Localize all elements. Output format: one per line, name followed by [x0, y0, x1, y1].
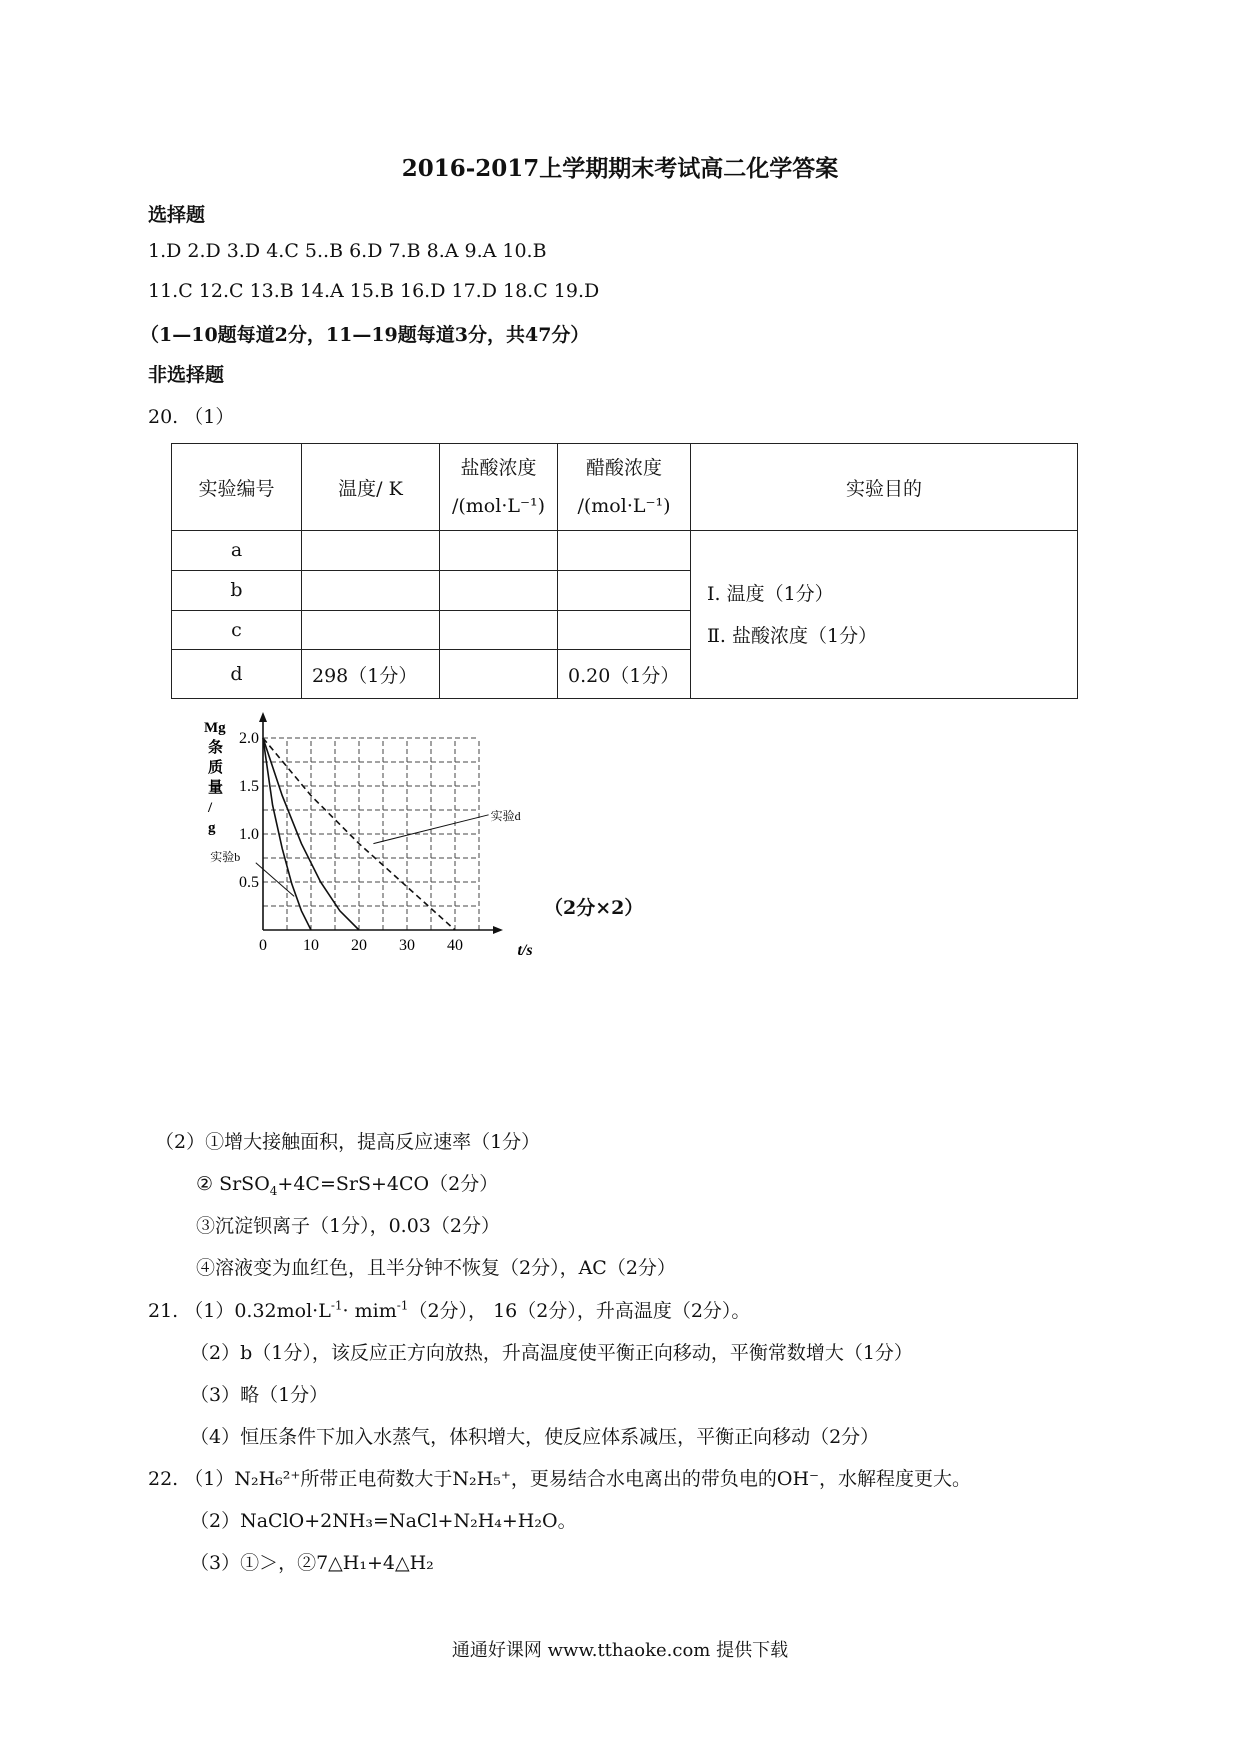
y-tick-label: 0.5 [239, 874, 259, 891]
mg-mass-chart [200, 712, 540, 962]
q20-2-line-2c: +4C=SrS+4CO（2分） [277, 1173, 499, 1195]
y-tick-label: 1.5 [239, 778, 259, 795]
y-axis-label: Mg 条质量/ g [204, 720, 226, 836]
x-tick-label: 20 [351, 937, 367, 954]
purpose-line-2: Ⅱ. 盐酸浓度（1分） [707, 624, 878, 647]
chart-score: （2分×2） [544, 897, 644, 919]
table-cell-hcl [440, 570, 558, 610]
table-cell-temp [302, 570, 440, 610]
table-cell-temp: 298（1分） [302, 650, 440, 699]
y-tick-label: 2.0 [239, 730, 259, 747]
table-cell-temp [302, 531, 440, 571]
header-hac-concentration [558, 444, 691, 531]
table-cell-hac: 0.20（1分） [558, 650, 691, 699]
choice-score-note: （1—10题每道2分，11—19题每道3分，共47分） [140, 324, 590, 346]
table-cell-temp [302, 610, 440, 650]
page-title: 2016-2017上学期期末考试高二化学答案 [401, 155, 839, 182]
experiment-table [171, 443, 1077, 699]
q21-line-4: （4）恒压条件下加入水蒸气，体积增大，使反应体系减压，平衡正向移动（2分） [190, 1426, 880, 1448]
table-cell-hcl [440, 610, 558, 650]
table-cell-hcl [440, 650, 558, 699]
table-cell-purpose [691, 531, 1078, 699]
choice-answers-row-2: 11.C 12.C 13.B 14.A 15.B 16.D 17.D 18.C 19.D [148, 280, 600, 302]
leader-line-b [256, 863, 294, 897]
q21-line-1-sup1: -1 [330, 1298, 343, 1313]
q20-label: 20. （1） [148, 406, 235, 428]
q22-line-2: （2）NaClO+2NH₃=NaCl+N₂H₄+H₂O。 [190, 1510, 577, 1532]
q20-2-line-2b: 4 [269, 1183, 278, 1198]
table-row-id: d [172, 650, 302, 699]
q20-2-line-2 [196, 1169, 498, 1196]
q21-line-1-sup2: -1 [396, 1298, 409, 1313]
q21-line-1a: 21. （1）0.32mol·L [148, 1300, 331, 1322]
header-hcl-concentration [440, 444, 558, 531]
x-tick-label: 40 [447, 937, 463, 954]
table-row-id: b [172, 570, 302, 610]
q20-2-line-3: ③沉淀钡离子（1分），0.03（2分） [196, 1215, 500, 1237]
x-tick-label: 30 [399, 937, 415, 954]
y-axis-arrow [259, 712, 267, 722]
x-tick-label: 0 [259, 937, 267, 954]
x-tick-label: 10 [303, 937, 319, 954]
q22-line-1: 22. （1）N₂H₆²⁺所带正电荷数大于N₂H₅⁺，更易结合水电离出的带负电的OH⁻，水解程度更大。 [148, 1468, 972, 1490]
q21-line-2: （2）b（1分），该反应正方向放热，升高温度使平衡正向移动，平衡常数增大（1分） [190, 1342, 913, 1364]
x-axis-label: t/s [517, 942, 533, 959]
header-hcl-line2: /(mol·L⁻¹) [451, 495, 546, 517]
header-experiment-no: 实验编号 [172, 444, 302, 531]
header-hac-line1: 醋酸浓度 [585, 457, 662, 479]
nonchoice-heading: 非选择题 [148, 364, 225, 386]
q21-line-1b: · mim [342, 1300, 397, 1322]
table-cell-hac [558, 570, 691, 610]
q20-2-line-2a: ② SrSO [196, 1173, 270, 1195]
q22-line-3: （3）①＞，②7△H₁+4△H₂ [190, 1552, 434, 1574]
q20-2-line-1: （2）①增大接触面积，提高反应速率（1分） [155, 1131, 541, 1153]
series-label-d: 实验d [490, 808, 521, 823]
table-cell-hac [558, 531, 691, 571]
y-tick-label: 1.0 [239, 826, 259, 843]
table-row-id: a [172, 531, 302, 571]
purpose-line-1: Ⅰ. 温度（1分） [707, 582, 834, 605]
header-purpose: 实验目的 [691, 444, 1078, 531]
choice-heading: 选择题 [148, 204, 206, 226]
header-temperature: 温度/ K [302, 444, 440, 531]
header-hac-line2: /(mol·L⁻¹) [577, 495, 671, 517]
series-label-b: 实验b [210, 849, 241, 864]
table-cell-hcl [440, 531, 558, 571]
header-hcl-line1: 盐酸浓度 [460, 457, 537, 479]
q21-line-1c: （2分）， 16（2分），升高温度（2分）。 [408, 1300, 751, 1322]
table-cell-hac [558, 610, 691, 650]
x-axis-arrow [493, 926, 503, 934]
table-row-id: c [172, 610, 302, 650]
q21-line-3: （3）略（1分） [190, 1384, 329, 1406]
q20-2-line-4: ④溶液变为血红色，且半分钟不恢复（2分），AC（2分） [196, 1257, 676, 1279]
q21-line-1 [148, 1296, 750, 1323]
choice-answers-row-1: 1.D 2.D 3.D 4.C 5..B 6.D 7.B 8.A 9.A 10.B [148, 240, 547, 262]
footer-source: 通通好课网 www.tthaoke.com 提供下载 [451, 1640, 789, 1661]
